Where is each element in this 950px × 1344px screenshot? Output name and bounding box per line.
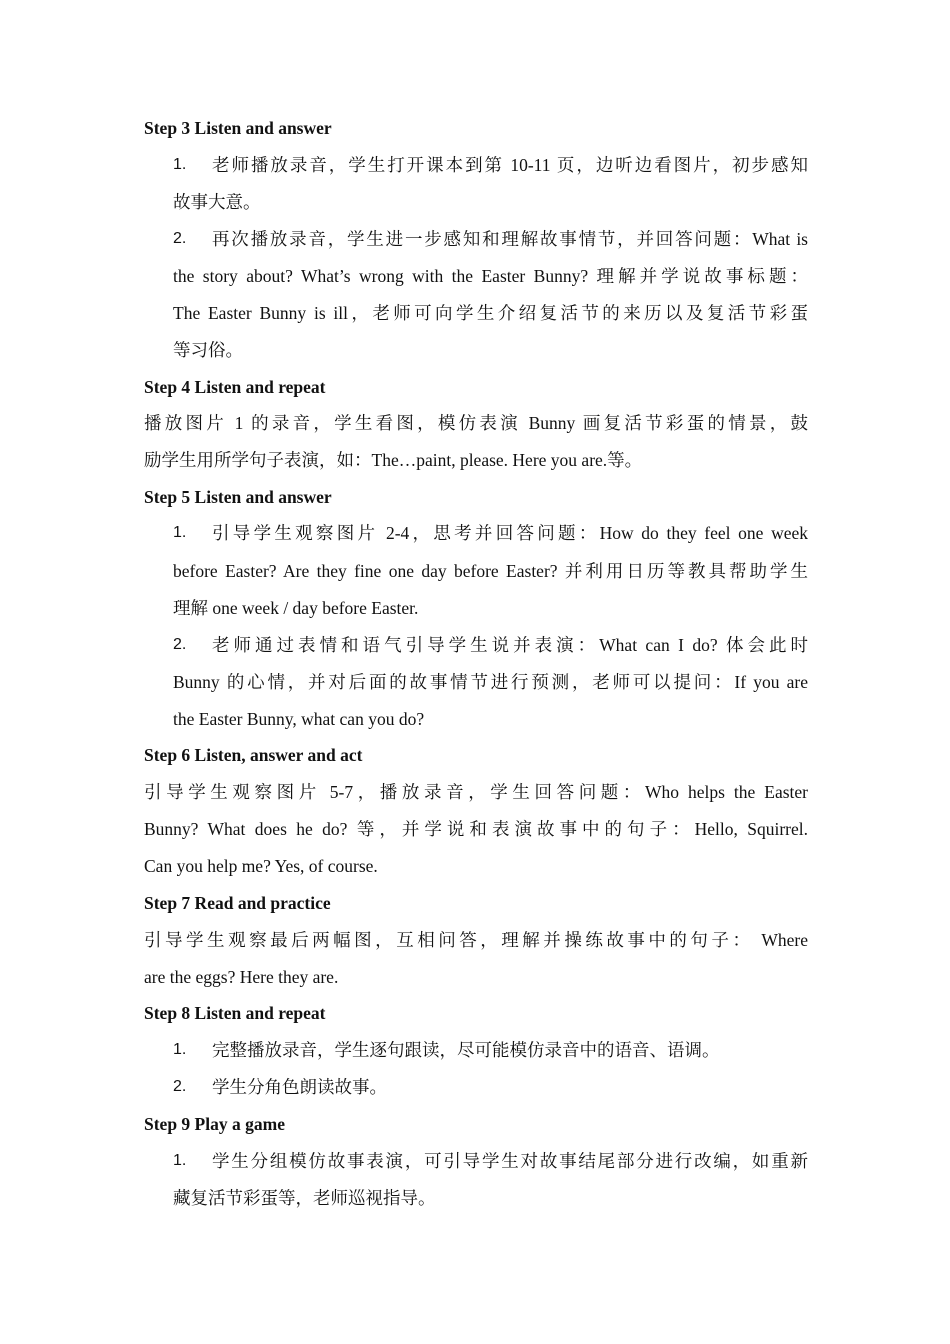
step-3-item-1-number: 1. — [173, 156, 187, 173]
step-9-heading: Step 9 Play a game — [144, 1114, 285, 1134]
step-9-item-1-line-2: 藏复活节彩蛋等，老师巡视指导。 — [173, 1188, 436, 1208]
step-3-item-2-line-3: The Easter Bunny is ill，老师可向学生介绍复活节的来历以及复活节彩蛋 — [173, 303, 808, 323]
step-8-item-2-number: 2. — [173, 1078, 187, 1095]
step-7-line-1: 引导学生观察最后两幅图，互相问答，理解并操练故事中的句子： Where — [144, 930, 808, 950]
step-5-heading: Step 5 Listen and answer — [144, 487, 332, 507]
step-5-item-2-line-2: Bunny 的心情，并对后面的故事情节进行预测，老师可以提问：If you are — [173, 672, 808, 692]
step-5-item-1-number: 1. — [173, 524, 187, 541]
step-3-item-2-line-1: 再次播放录音，学生进一步感知和理解故事情节，并回答问题：What is — [212, 229, 808, 249]
step-6-line-1: 引导学生观察图片 5-7，播放录音，学生回答问题：Who helps the Easter — [144, 782, 808, 802]
step-8-heading: Step 8 Listen and repeat — [144, 1003, 326, 1023]
step-3-item-1-line-1: 老师播放录音，学生打开课本到第 10-11 页，边听边看图片，初步感知 — [212, 155, 808, 175]
step-6-line-3: Can you help me? Yes, of course. — [144, 856, 378, 876]
step-8-item-1-number: 1. — [173, 1041, 187, 1058]
step-3-heading: Step 3 Listen and answer — [144, 118, 332, 138]
step-5-item-2-line-1: 老师通过表情和语气引导学生说并表演：What can I do? 体会此时 — [212, 635, 808, 655]
step-4-line-2: 励学生用所学句子表演，如：The…paint, please. Here you are.等。 — [144, 450, 643, 470]
step-6-heading: Step 6 Listen, answer and act — [144, 745, 363, 765]
step-4-line-1: 播放图片 1 的录音，学生看图，模仿表演 Bunny 画复活节彩蛋的情景，鼓 — [144, 413, 808, 433]
step-3-item-1-line-2: 故事大意。 — [173, 192, 261, 212]
step-5-item-1-line-1: 引导学生观察图片 2-4，思考并回答问题：How do they feel one week — [212, 523, 808, 543]
step-5-item-1-line-3: 理解 one week / day before Easter. — [173, 598, 419, 618]
step-3-item-2-line-4: 等习俗。 — [173, 340, 243, 360]
step-8-item-1-text: 完整播放录音，学生逐句跟读，尽可能模仿录音中的语音、语调。 — [212, 1040, 720, 1060]
step-6-line-2: Bunny? What does he do? 等，并学说和表演故事中的句子：Hello, Squirrel. — [144, 819, 808, 839]
step-9-item-1-line-1: 学生分组模仿故事表演，可引导学生对故事结尾部分进行改编，如重新 — [212, 1151, 808, 1171]
step-5-item-2-number: 2. — [173, 636, 187, 653]
step-5-item-2-line-3: the Easter Bunny, what can you do? — [173, 709, 425, 729]
step-7-heading: Step 7 Read and practice — [144, 893, 331, 913]
step-4-heading: Step 4 Listen and repeat — [144, 377, 326, 397]
step-8-item-2-text: 学生分角色朗读故事。 — [212, 1077, 387, 1097]
step-3-item-2-number: 2. — [173, 230, 187, 247]
step-5-item-1-line-2: before Easter? Are they fine one day before Easter? 并利用日历等教具帮助学生 — [173, 561, 808, 581]
step-3-item-2-line-2: the story about? What’s wrong with the Easter Bunny? 理解并学说故事标题： — [173, 266, 808, 286]
step-9-item-1-number: 1. — [173, 1152, 187, 1169]
step-7-line-2: are the eggs? Here they are. — [144, 967, 339, 987]
